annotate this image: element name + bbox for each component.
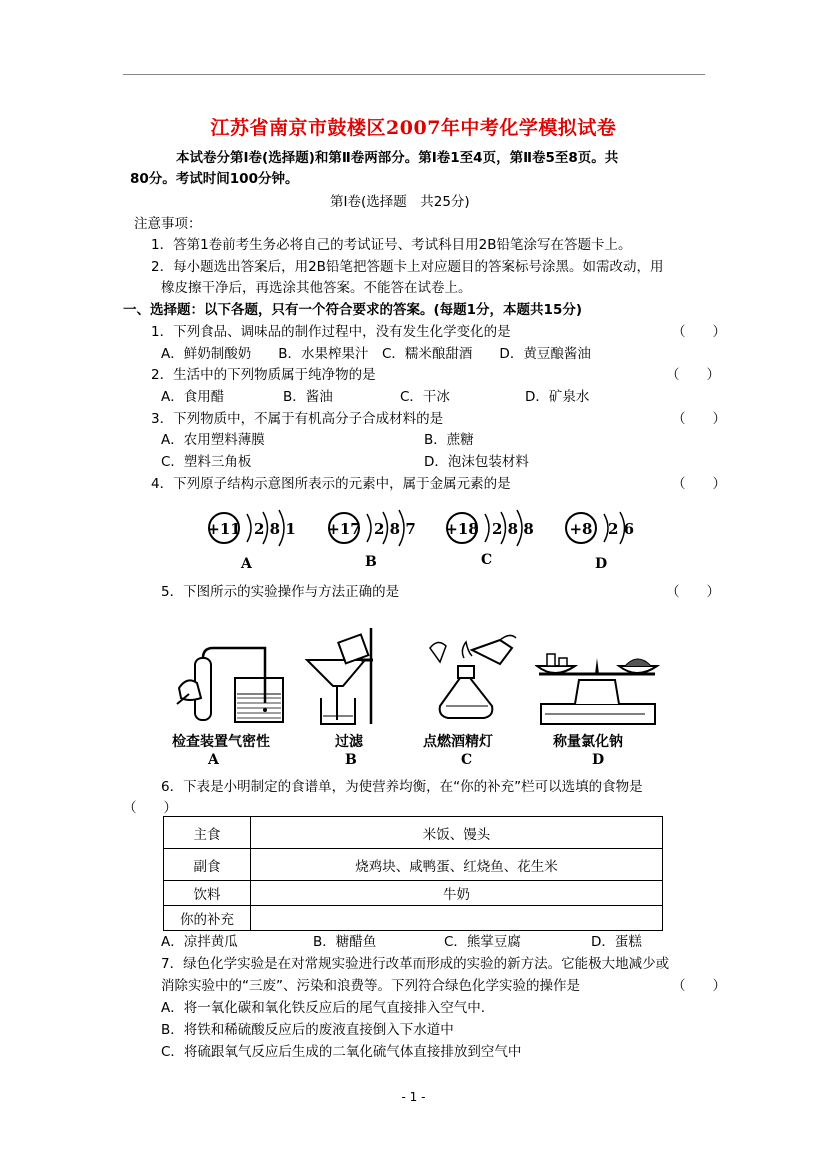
q1-options: A．鲜奶制酸奶 B．水果榨果汁 C．糯米酿甜酒 D．黄豆酿酱油	[161, 346, 591, 362]
table-row	[164, 881, 663, 906]
apparatus-alcohol-lamp	[420, 628, 520, 732]
atom-b-nucleus: +17	[327, 520, 361, 538]
atom-diagram-b	[325, 508, 435, 572]
table-row-key: 主食	[164, 817, 251, 849]
apparatus-d-label: D	[592, 752, 605, 768]
q7-stem-2: 消除实验中的“三废”、污染和浪费等。下列符合绿色化学实验的操作是	[161, 978, 580, 994]
q7-option-a: A．将一氧化碳和氧化铁反应后的尾气直接排入空气中.	[161, 1000, 486, 1016]
note-2a: 2．每小题选出答案后，用2B铅笔把答题卡上对应题目的答案标号涂黑。如需改动，用	[151, 259, 664, 275]
table-row-key: 副食	[164, 849, 251, 881]
q3-option-a: A．农用塑料薄膜	[161, 432, 265, 448]
q6-stem: 6．下表是小明制定的食谱单，为使营养均衡，在“你的补充”栏可以选填的食物是	[161, 779, 643, 795]
q2-answer-blank: （ ）	[666, 367, 720, 383]
apparatus-airtightness-check	[175, 628, 285, 732]
table-row-value: 米饭、馒头	[251, 817, 663, 849]
q4-answer-blank: （ ）	[672, 476, 726, 492]
q3-answer-blank: （ ）	[672, 411, 726, 427]
q3-stem: 3．下列物质中，不属于有机高分子合成材料的是	[151, 411, 444, 427]
apparatus-filtration	[303, 628, 393, 732]
q7-option-c: C．将硫跟氧气反应后生成的二氧化硫气体直接排放到空气中	[161, 1044, 522, 1060]
q1-stem: 1．下列食品、调味品的制作过程中，没有发生化学变化的是	[151, 324, 511, 340]
q7-stem-1: 7．绿色化学实验是在对常规实验进行改革而形成的实验的新方法。它能极大地减少或	[161, 956, 670, 972]
atom-b-shells: 2 8 7	[374, 520, 416, 538]
table-row-key: 饮料	[164, 881, 251, 906]
q2-option-a: A．食用醋	[161, 389, 225, 405]
intro-line-2: 80分。考试时间100分钟。	[130, 171, 299, 187]
q6-answer-blank: （ ）	[123, 800, 177, 816]
table-row-key: 你的补充	[164, 906, 251, 931]
note-1: 1．答第1卷前考生务必将自己的考试证号、考试科目用2B铅笔涂写在答题卡上。	[151, 237, 632, 253]
atom-b-label: B	[365, 554, 377, 570]
notes-heading: 注意事项：	[134, 216, 202, 232]
q2-stem: 2．生活中的下列物质属于纯净物的是	[151, 367, 376, 383]
table-row-value: 牛奶	[251, 881, 663, 906]
page-title: 江苏省南京市鼓楼区2007年中考化学模拟试卷	[210, 117, 617, 139]
atom-d-nucleus: +8	[569, 520, 593, 538]
part1-title: 第Ⅰ卷(选择题 共25分)	[330, 194, 470, 210]
atom-d-label: D	[595, 556, 608, 572]
note-2b: 橡皮擦干净后，再选涂其他答案。不能答在试卷上。	[161, 280, 472, 296]
table-row	[164, 906, 663, 931]
q7-answer-blank: （ ）	[672, 978, 726, 994]
table-row	[164, 817, 663, 849]
q4-stem: 4．下列原子结构示意图所表示的元素中，属于金属元素的是	[151, 476, 511, 492]
atom-c-nucleus: +18	[445, 520, 479, 538]
atom-a-shells: 2 8 1	[254, 520, 296, 538]
apparatus-c-label: C	[461, 752, 473, 768]
q3-option-b: B．蔗糖	[424, 432, 474, 448]
table-row-value	[251, 906, 663, 931]
section-1-heading: 一、选择题：以下各题，只有一个符合要求的答案。(每题1分，本题共15分)	[123, 302, 583, 318]
page-number: - 1 -	[401, 1090, 426, 1104]
apparatus-b-caption: 过滤	[335, 734, 363, 750]
q2-option-c: C．干冰	[400, 389, 450, 405]
apparatus-b-label: B	[345, 752, 357, 768]
atom-diagram-c	[443, 508, 553, 572]
header-rule	[123, 74, 705, 75]
atom-a-label: A	[241, 556, 252, 572]
q2-option-d: D．矿泉水	[525, 389, 590, 405]
apparatus-balance	[535, 628, 660, 732]
apparatus-a-label: A	[208, 752, 219, 768]
meal-plan-table	[163, 816, 663, 931]
atom-c-label: C	[481, 552, 493, 568]
q2-option-b: B．酱油	[283, 389, 333, 405]
intro-line-1: 本试卷分第Ⅰ卷(选择题)和第Ⅱ卷两部分。第Ⅰ卷1至4页，第Ⅱ卷5至8页。共	[176, 150, 619, 166]
atom-c-shells: 2 8 8	[492, 520, 534, 538]
q5-stem: 5．下图所示的实验操作与方法正确的是	[161, 584, 400, 600]
q7-option-b: B．将铁和稀硫酸反应后的废液直接倒入下水道中	[161, 1022, 454, 1038]
table-row-value: 烧鸡块、咸鸭蛋、红烧鱼、花生米	[251, 849, 663, 881]
apparatus-c-caption: 点燃酒精灯	[423, 734, 493, 750]
atom-a-nucleus: +11	[207, 520, 241, 538]
q6-option-b: B．糖醋鱼	[313, 934, 377, 950]
apparatus-d-caption: 称量氯化钠	[553, 734, 623, 750]
table-row	[164, 849, 663, 881]
q6-option-c: C．熊掌豆腐	[444, 934, 521, 950]
atom-d-shells: 2 6	[608, 520, 635, 538]
q3-option-d: D．泡沫包装材料	[424, 454, 529, 470]
apparatus-a-caption: 检查装置气密性	[172, 734, 270, 750]
atom-diagram-a	[205, 508, 315, 572]
q1-answer-blank: （ ）	[672, 324, 726, 340]
q6-option-a: A．凉拌黄瓜	[161, 934, 238, 950]
q3-option-c: C．塑料三角板	[161, 454, 252, 470]
q6-option-d: D．蛋糕	[591, 934, 642, 950]
q5-answer-blank: （ ）	[666, 584, 720, 600]
